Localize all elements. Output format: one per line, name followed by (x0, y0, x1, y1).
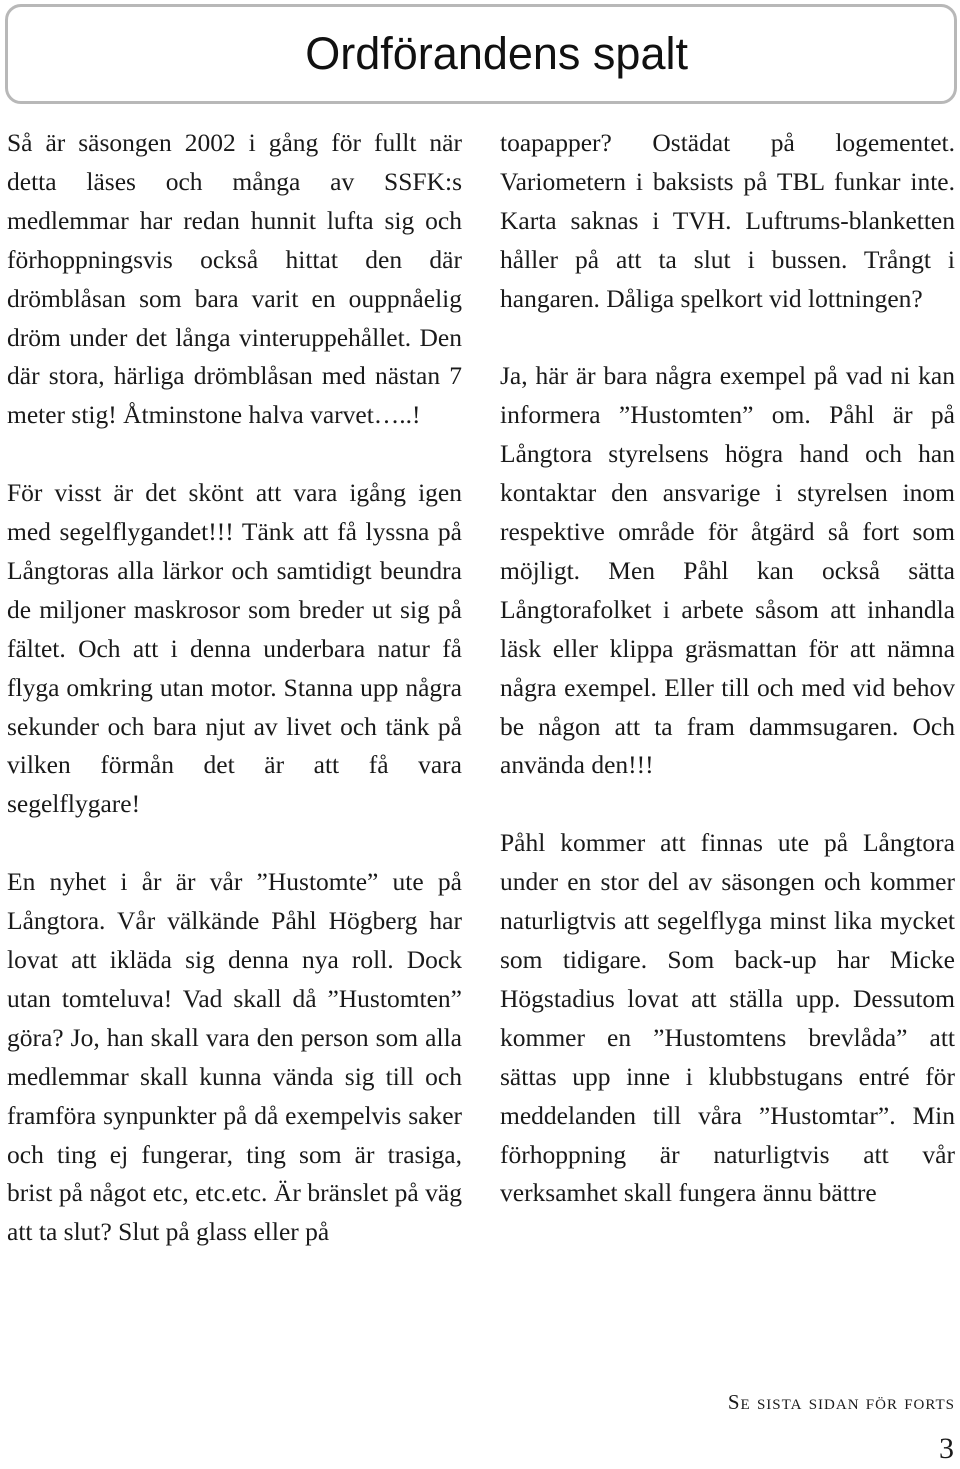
continued-note: Se sista sidan för forts (727, 1390, 955, 1414)
paragraph: Påhl kommer att finnas ute på Långtora under en stor del av säsongen och kommer naturligtvis att segelflyga minst lika mycket som tidigare. Som back-up har Micke Högstadius lovat att ställa upp. Dessutom kommer en ”Hustomtens brevlåda” att sättas upp inne i klubbstugans entré för meddelanden till våra ”Hustomtar”. Min förhoppning är naturligtvis att vår verksamhet skall fungera ännu bättre (500, 828, 955, 1208)
left-column (7, 124, 462, 1252)
right-column (500, 124, 955, 1213)
paragraph: För visst är det skönt att vara igång igen med segelflygandet!!! Tänk att få lyssna på Långtoras alla lärkor och samtidigt beundra de miljoner maskrosor som breder ut sig på fältet. Och att i denna underbara natur få flyga omkring utan motor. Stanna upp några sekunder och bara njut av livet och tänk på vilken förmån det är att få vara segelflygare! (7, 478, 462, 819)
paragraph: Så är säsongen 2002 i gång för fullt när detta läses och många av SSFK:s medlemmar har redan hunnit lufta sig och förhoppningsvis också hittat den där drömblåsan som bara varit en ouppnåelig dröm under det långa vinteruppehållet. Den där stora, härliga drömblåsan med nästan 7 meter stig! Åtminstone halva varvet…..! (7, 128, 462, 430)
page-title: Ordförandens spalt (305, 28, 688, 79)
paragraph: En nyhet i år är vår ”Hustomte” ute på Långtora. Vår välkände Påhl Högberg har lovat att ikläda sig denna nya roll. Dock utan tomteluva! Vad skall då ”Hustomten” göra? Jo, han skall vara den person som alla medlemmar skall kunna vända sig till och framföra synpunkter på då exempelvis saker och ting ej fungerar, ting som är trasiga, brist på något etc, etc.etc. Är bränslet på väg att ta slut? Slut på glass eller på (7, 867, 462, 1247)
page-number: 3 (939, 1432, 954, 1465)
paragraph: toapapper? Ostädat på logementet. Variometern i baksists på TBL funkar inte. Karta saknas i TVH. Luftrums-blanketten håller på att ta slut i bussen. Trångt i hangaren. Dåliga spelkort vid lottningen? (500, 128, 955, 313)
paragraph: Ja, här är bara några exempel på vad ni kan informera ”Hustomten” om. Påhl är på Långtora styrelsens högra hand och han kontaktar den ansvarige i styrelsen inom respektive område för åtgärd så fort som möjligt. Men Påhl kan också sätta Långtorafolket i arbete såsom att inhandla läsk eller klippa gräsmattan för att nämna några exempel. Eller till och med vid behov be någon att ta fram dammsugaren. Och använda den!!! (500, 361, 955, 780)
